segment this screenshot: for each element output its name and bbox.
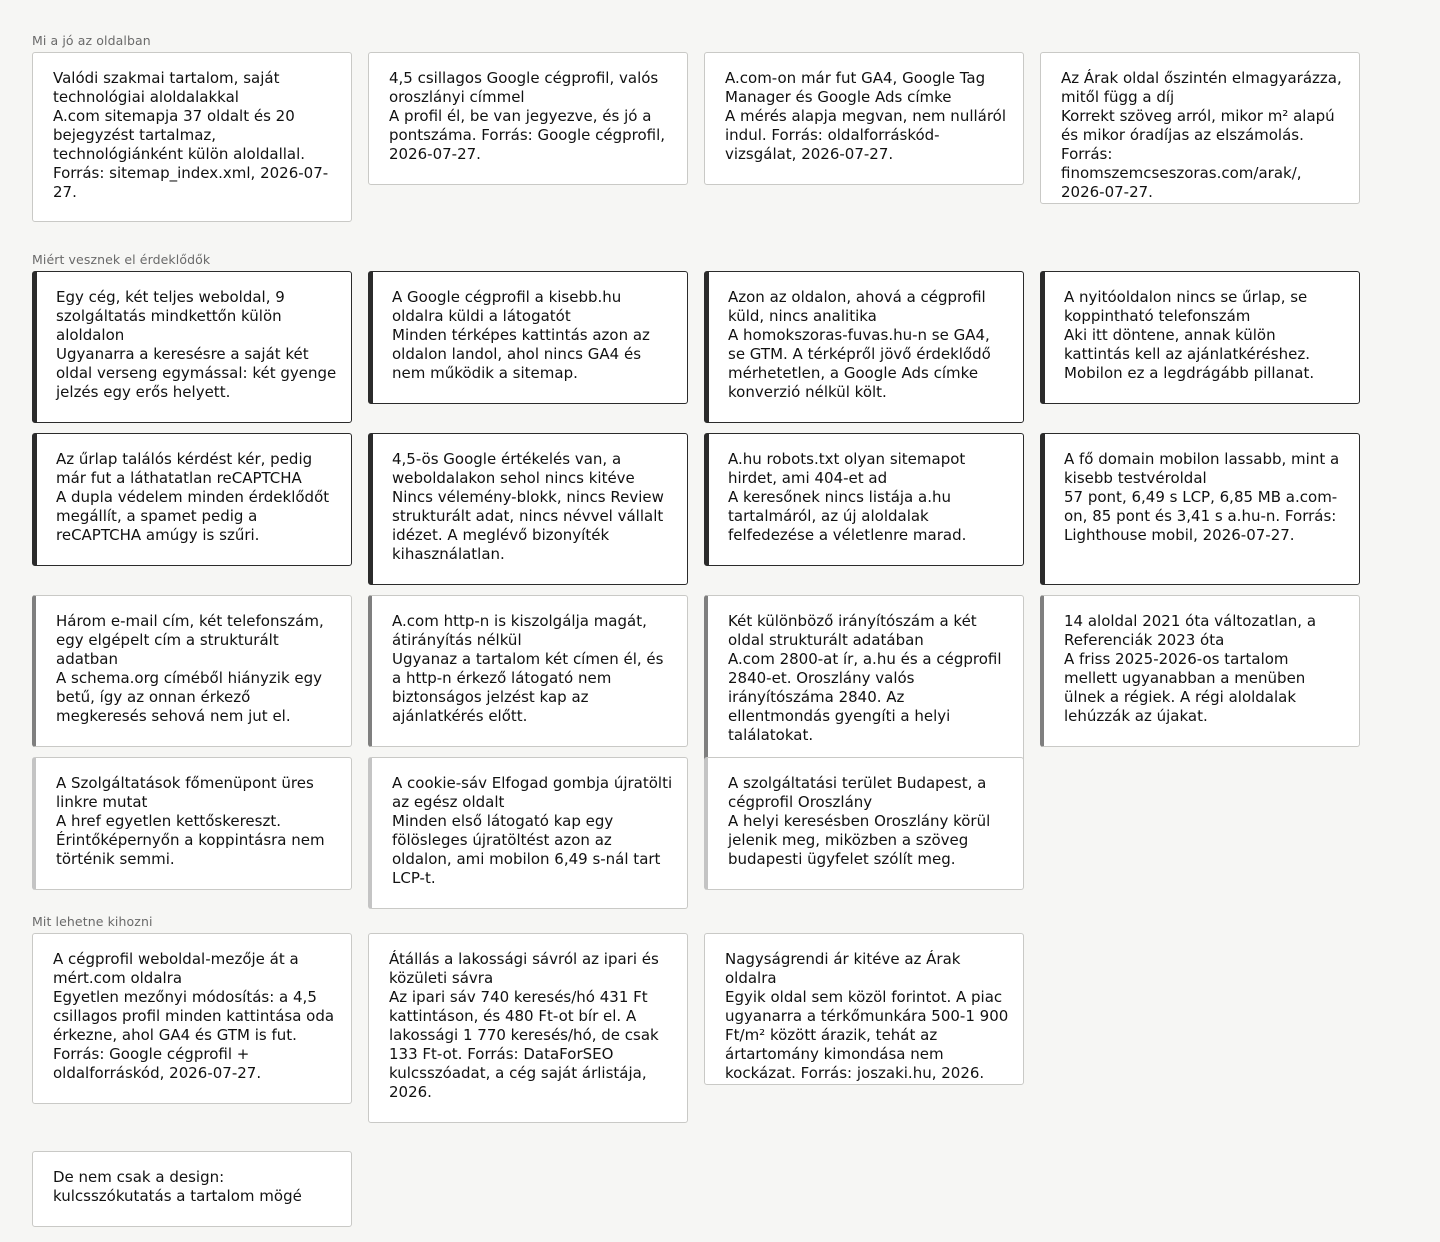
card-body: Aki itt döntene, annak külön kattintás kell az ajánlatkéréshez. Mobilon ez a legdrágább pillanat. [1064,326,1315,382]
losing-card [32,433,352,566]
card-title: Átállás a lakossági sávról az ipari és közületi sávra [389,950,659,987]
card-body: A.com sitemapja 37 oldalt és 20 bejegyzést tartalmaz, technológiánként külön aloldallal. Forrás: sitemap_index.xml, 2026-07-27. [53,107,329,201]
card-body: Ugyanarra a keresésre a saját két oldal verseng egymással: két gyenge jelzés egy erős helyett. [56,345,337,401]
losing-card [32,271,352,423]
card-title: Nagyságrendi ár kitéve az Árak oldalra [725,950,961,987]
card-title: A cégprofil weboldal-mezője át a mért.com oldalra [53,950,299,987]
card-body: A dupla védelem minden érdeklődőt megállít, a spamet pedig a reCAPTCHA amúgy is szűri. [56,488,330,544]
good-card [368,52,688,185]
good-card [704,52,1024,185]
card-title: Három e-mail cím, két telefonszám, egy elgépelt cím a strukturált adatban [56,612,324,668]
potential-card [32,1151,352,1227]
card-body: A keresőnek nincs listája a.hu tartalmáról, az új aloldalak felfedezése a véletlenre marad. [728,488,967,544]
potential-card [32,933,352,1104]
losing-card [368,757,688,909]
losing-card [1040,595,1360,747]
potential-card [704,933,1024,1085]
card-title: A.hu robots.txt olyan sitemapot hirdet, ami 404-et ad [728,450,966,487]
card-body: 57 pont, 6,49 s LCP, 6,85 MB a.com-on, 85 pont és 3,41 s a.hu-n. Forrás: Lighthouse mobil, 2026-07-27. [1064,488,1338,544]
card-title: Azon az oldalon, ahová a cégprofil küld, nincs analitika [728,288,986,325]
losing-card [704,271,1024,423]
card-body: Korrekt szöveg arról, mikor m² alapú és mikor óradíjas az elszámolás. Forrás: finomszemcseszoras.com/arak/, 2026-07-27. [1061,107,1335,201]
card-title: Két különböző irányítószám a két oldal strukturált adatában [728,612,977,649]
card-body: Minden térképes kattintás azon az oldalon landol, ahol nincs GA4 és nem működik a sitemap. [392,326,650,382]
card-body: A href egyetlen kettőskereszt. Érintőképernyőn a koppintásra nem történik semmi. [56,812,325,868]
losing-card [1040,271,1360,404]
card-title: A fő domain mobilon lassabb, mint a kisebb testvéroldal [1064,450,1340,487]
card-title: 4,5-ös Google értékelés van, a weboldalakon sehol nincs kitéve [392,450,635,487]
losing-card [368,271,688,404]
card-body: Egyetlen mezőnyi módosítás: a 4,5 csillagos profil minden kattintása oda érkezne, ahol GA4 és GTM is fut. Forrás: Google cégprofil + oldalforráskód, 2026-07-27. [53,988,335,1082]
card-title: 14 aloldal 2021 óta változatlan, a Referenciák 2023 óta [1064,612,1317,649]
card-title: A Szolgáltatások főmenüpont üres linkre mutat [56,774,314,811]
card-title: A szolgáltatási terület Budapest, a cégprofil Oroszlány [728,774,987,811]
card-body: A schema.org címéből hiányzik egy betű, így az onnan érkező megkeresés sehová nem jut el. [56,669,323,725]
card-title: A nyitóoldalon nincs se űrlap, se koppintható telefonszám [1064,288,1308,325]
losing-card [368,595,688,747]
losing-card [704,757,1024,890]
card-body: A helyi keresésben Oroszlány körül jelenik meg, miközben a szöveg budapesti ügyfelet szólít meg. [728,812,991,868]
card-title: Az Árak oldal őszintén elmagyarázza, mitől függ a díj [1061,69,1342,106]
section-label-losing: Miért vesznek el érdeklődők [32,252,211,267]
good-card [1040,52,1360,204]
card-title: De nem csak a design: kulcsszókutatás a tartalom mögé [53,1168,302,1205]
potential-card [368,933,688,1123]
card-body: A profil él, be van jegyezve, és jó a pontszáma. Forrás: Google cégprofil, 2026-07-27. [389,107,666,163]
card-body: A homokszoras-fuvas.hu-n se GA4, se GTM. A térképről jövő érdeklődő mérhetetlen, a Google Ads címke konverzió nélkül költ. [728,326,991,401]
card-body: Ugyanaz a tartalom két címen él, és a http-n érkező látogató nem biztonságos jelzést kap az ajánlatkérés előtt. [392,650,664,725]
card-title: Egy cég, két teljes weboldal, 9 szolgáltatás mindkettőn külön aloldalon [56,288,285,344]
card-body: Nincs vélemény-blokk, nincs Review strukturált adat, nincs névvel vállalt idézet. A meglévő bizonyíték kihasználatlan. [392,488,664,563]
card-body: A.com 2800-at ír, a.hu és a cégprofil 2840-et. Oroszlány valós irányítószáma 2840. Az ellentmondás gyengíti a helyi találatokat. [728,650,1002,744]
losing-card [32,595,352,747]
card-title: Valódi szakmai tartalom, saját technológiai aloldalakkal [53,69,280,106]
card-title: A.com http-n is kiszolgálja magát, átirányítás nélkül [392,612,647,649]
section-label-potential: Mit lehetne kihozni [32,914,153,929]
card-title: 4,5 csillagos Google cégprofil, valós oroszlányi címmel [389,69,659,106]
card-title: A cookie-sáv Elfogad gombja újratölti az egész oldalt [392,774,673,811]
losing-card [704,433,1024,566]
card-title: A.com-on már fut GA4, Google Tag Manager és Google Ads címke [725,69,986,106]
card-title: A Google cégprofil a kisebb.hu oldalra küldi a látogatót [392,288,622,325]
good-card [32,52,352,222]
card-body: A mérés alapja megvan, nem nulláról indul. Forrás: oldalforráskód-vizsgálat, 2026-07-27. [725,107,1007,163]
card-body: A friss 2025-2026-os tartalom mellett ugyanabban a menüben ülnek a régiek. A régi aloldalak lehúzzák az újakat. [1064,650,1306,725]
losing-card [32,757,352,890]
card-body: Egyik oldal sem közöl forintot. A piac ugyanarra a térkőmunkára 500-1 900 Ft/m² között árazik, tehát az ártartomány kimondása nem kockázat. Forrás: joszaki.hu, 2026. [725,988,1009,1082]
card-title: Az űrlap találós kérdést kér, pedig már fut a láthatatlan reCAPTCHA [56,450,313,487]
section-label-good: Mi a jó az oldalban [32,33,151,48]
card-body: Az ipari sáv 740 keresés/hó 431 Ft kattintáson, és 480 Ft-ot bír el. A lakossági 1 770 keresés/hó, de csak 133 Ft-ot. Forrás: DataForSEO kulcsszóadat, a cég saját árlistája, 2026. [389,988,659,1101]
card-body: Minden első látogató kap egy fölösleges újratöltést azon az oldalon, ami mobilon 6,49 s-nál tart LCP-t. [392,812,661,887]
losing-card [1040,433,1360,585]
losing-card [704,595,1024,766]
losing-card [368,433,688,585]
